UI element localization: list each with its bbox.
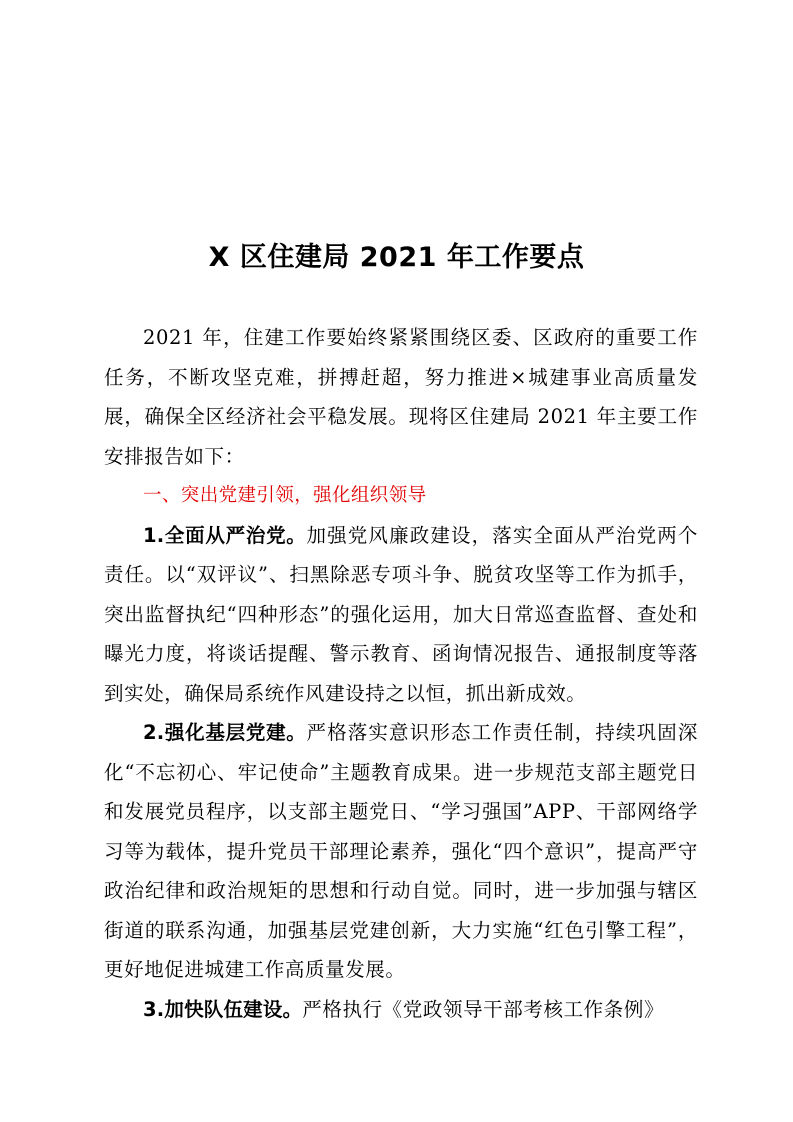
item-heading: 2.强化基层党建。 <box>143 721 307 744</box>
section-heading: 一、突出党建引领，强化组织领导 <box>143 485 427 506</box>
item-text: 严格落实意识形态工作责任制，持续巩固深化“不忘初心、牢记使命”主题教育成果。进一步规范支部主题党日和发展党员程序，以支部主题党日、“学习强国”APP、干部网络学习等为载体，提升党员干部理论素养，强化“四个意识”，提高严守政治纪律和政治规矩的思想和行动自觉。同时，进一步加强与辖区街道的联系沟通，加强基层党建创新，大力实施“红色引擎工程”，更好地促进城建工作高质量发展。 <box>104 721 698 981</box>
item-heading: 1.全面从严治党。 <box>143 523 307 547</box>
list-item <box>104 713 698 990</box>
item-heading: 3.加快队伍建设。 <box>143 997 303 1021</box>
document-body <box>104 318 698 1029</box>
item-text: 加强党风廉政建设，落实全面从严治党两个责任。以“双评议”、扫黑除恶专项斗争、脱贫攻坚等工作为抓手，突出监督执纪“四种形态”的强化运用，加大日常巡查监督、查处和曝光力度，将谈话提醒、警示教育、函询情况报告、通报制度等落到实处，确保局系统作风建设持之以恒，抓出新成效。 <box>104 523 698 705</box>
intro-paragraph: 2021 年，住建工作要始终紧紧围绕区委、区政府的重要工作任务，不断攻坚克难，拼搏赶超，努力推进×城建事业高质量发展，确保全区经济社会平稳发展。现将区住建局 2021 年主要工作安排报告如下： <box>104 326 698 468</box>
document-title: X 区住建局 2021 年工作要点 <box>208 242 585 273</box>
list-item <box>104 990 698 1030</box>
list-item <box>104 516 698 714</box>
item-text: 严格执行《党政领导干部考核工作条例》 <box>302 997 665 1021</box>
